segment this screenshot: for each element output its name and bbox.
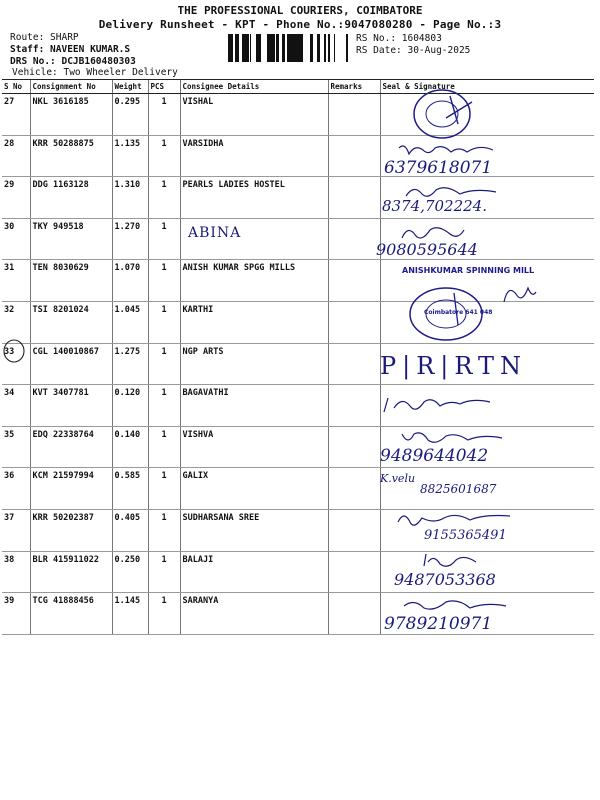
cell-consignment: TCG 41888456 [30,593,112,635]
cell-sno: 31 [2,260,30,302]
cell-weight: 0.120 [112,385,148,427]
cell-pcs: 1 [148,385,180,427]
signature-39-icon [400,596,510,614]
cell-consignment: BLR 415911022 [30,551,112,593]
cell-remarks [328,551,380,593]
cell-sno: 28 [2,135,30,177]
handwritten-name-30: ABINA [188,225,242,241]
table-row [2,94,594,136]
barcode-bar [295,34,296,62]
cell-weight: 1.145 [112,593,148,635]
cell-sno: 33 [2,343,30,385]
rs-date: RS Date: 30-Aug-2025 [356,45,471,56]
cell-consignment: EDQ 22338764 [30,426,112,468]
handwritten-prtn: P|R|RTN [380,352,528,380]
barcode-bar [276,34,279,62]
barcode-bar [242,34,244,62]
cell-weight: 1.135 [112,135,148,177]
cell-pcs: 1 [148,551,180,593]
cell-consignee: ANISH KUMAR SPGG MILLS [180,260,328,302]
barcode-bar [292,34,295,62]
cell-consignment: DDG 1163128 [30,177,112,219]
table-row [2,218,594,260]
cell-weight: 1.270 [112,218,148,260]
table-header-row [2,80,594,94]
cell-consignee: SUDHARSANA SREE [180,509,328,551]
cell-sno: 32 [2,301,30,343]
seal-center-text: Coimbatore 641 048 [424,309,493,316]
cell-consignee: NGP ARTS [180,343,328,385]
cell-weight: 0.250 [112,551,148,593]
signature-31-icon [500,282,540,310]
rs-number: RS No.: 1604803 [356,33,442,44]
cell-consignee: KARTHI [180,301,328,343]
vehicle-label: Vehicle: Two Wheeler Delivery [12,67,178,78]
cell-consignment: KRR 50288875 [30,135,112,177]
barcode-bar [256,34,258,62]
cell-remarks [328,385,380,427]
cell-consignment: KCM 21597994 [30,468,112,510]
cell-sno: 34 [2,385,30,427]
barcode-bar [250,34,251,62]
cell-pcs: 1 [148,301,180,343]
barcode-bar [282,34,285,62]
cell-consignee: VISHAL [180,94,328,136]
barcode-bar [328,34,329,62]
cell-weight: 0.405 [112,509,148,551]
cell-sno: 38 [2,551,30,593]
signature-38-icon [420,552,480,572]
cell-weight: 0.585 [112,468,148,510]
cell-consignment: NKL 3616185 [30,94,112,136]
cell-remarks [328,426,380,468]
barcode-bar [259,34,261,62]
barcode-bar [235,34,238,62]
barcode-bar [289,34,292,62]
cell-pcs: 1 [148,593,180,635]
cell-consignee: VARSIDHA [180,135,328,177]
cell-pcs: 1 [148,94,180,136]
barcode-bar [329,34,330,62]
mill-stamp: ANISHKUMAR SPINNING MILL [402,266,535,275]
cell-weight: 1.070 [112,260,148,302]
phone-30: 9080595644 [376,240,478,259]
barcode-bar [296,34,299,62]
document-title: THE PROFESSIONAL COURIERS, COIMBATORE [177,4,423,17]
col-sno: S No [2,80,30,94]
cell-pcs: 1 [148,426,180,468]
cell-remarks [328,509,380,551]
handwritten-kvelu: K.velu [380,472,416,485]
cell-consignment: CGL 140010867 [30,343,112,385]
phone-28: 6379618071 [384,158,493,178]
col-pcs: PCS [148,80,180,94]
cell-pcs: 1 [148,135,180,177]
cell-pcs: 1 [148,260,180,302]
cell-pcs: 1 [148,177,180,219]
cell-pcs: 1 [148,218,180,260]
barcode-bar [244,34,247,62]
barcode-bar [301,34,303,62]
barcode-bar [258,34,259,62]
barcode-bar [334,34,335,62]
cell-sno: 39 [2,593,30,635]
phone-36: 8825601687 [420,482,497,496]
cell-consignee: BAGAVATHI [180,385,328,427]
cell-pcs: 1 [148,509,180,551]
phone-37: 9155365491 [424,528,507,543]
cell-consignment: TKY 949518 [30,218,112,260]
phone-35: 9489644042 [380,446,489,466]
cell-remarks [328,343,380,385]
cell-sno: 36 [2,468,30,510]
col-consignee: Consignee Details [180,80,328,94]
cell-remarks [328,593,380,635]
cell-sno: 30 [2,218,30,260]
col-weight: Weight [112,80,148,94]
cell-weight: 1.045 [112,301,148,343]
cell-consignee: SARANYA [180,593,328,635]
cell-consignee: GALIX [180,468,328,510]
cell-consignee: VISHVA [180,426,328,468]
cell-sno: 37 [2,509,30,551]
cell-remarks [328,301,380,343]
cell-consignment: KRR 50202387 [30,509,112,551]
barcode-bar [228,34,230,62]
table-row [2,385,594,427]
cell-weight: 0.140 [112,426,148,468]
cell-consignment: TSI 8201024 [30,301,112,343]
cell-remarks [328,468,380,510]
table-row [2,135,594,177]
phone-39: 9789210971 [384,614,493,634]
cell-consignee: PEARLS LADIES HOSTEL [180,177,328,219]
barcode-bar [247,34,249,62]
col-remarks: Remarks [328,80,380,94]
cell-sno: 29 [2,177,30,219]
cell-sno: 35 [2,426,30,468]
barcode-bar [346,34,348,62]
barcode-bar [310,34,313,62]
drs-label: DRS No.: DCJB160480303 [10,56,136,67]
signature-34-icon [380,392,500,418]
cell-consignee: BALAJI [180,551,328,593]
barcode-bar [299,34,301,62]
col-signature: Seal & Signature [380,80,594,94]
circle-mark-icon [2,338,26,364]
barcode-bar [317,34,320,62]
cell-remarks [328,177,380,219]
cell-remarks [328,218,380,260]
cell-weight: 0.295 [112,94,148,136]
barcode-bar [272,34,275,62]
phone-38: 9487053368 [394,570,496,589]
barcode [228,34,352,62]
cell-weight: 1.310 [112,177,148,219]
phone-29: 8374,702224. [382,197,487,215]
barcode-bar [230,34,232,62]
table-row [2,468,594,510]
cell-weight: 1.275 [112,343,148,385]
cell-pcs: 1 [148,468,180,510]
seal-stamp-icon [402,88,498,140]
barcode-bar [324,34,326,62]
cell-consignment: KVT 3407781 [30,385,112,427]
barcode-bar [238,34,239,62]
cell-remarks [328,260,380,302]
barcode-bar [287,34,289,62]
barcode-bar [232,34,233,62]
route-label: Route: SHARP [10,32,79,43]
staff-label: Staff: NAVEEN KUMAR.S [10,44,131,55]
cell-sno: 27 [2,94,30,136]
cell-pcs: 1 [148,343,180,385]
cell-remarks [328,94,380,136]
cell-remarks [328,135,380,177]
barcode-bar [267,34,269,62]
col-consignment: Consignment No [30,80,112,94]
table-row [2,551,594,593]
document-subtitle: Delivery Runsheet - KPT - Phone No.:9047080280 - Page No.:3 [98,18,502,31]
barcode-bar [269,34,272,62]
cell-consignment: TEN 8030629 [30,260,112,302]
